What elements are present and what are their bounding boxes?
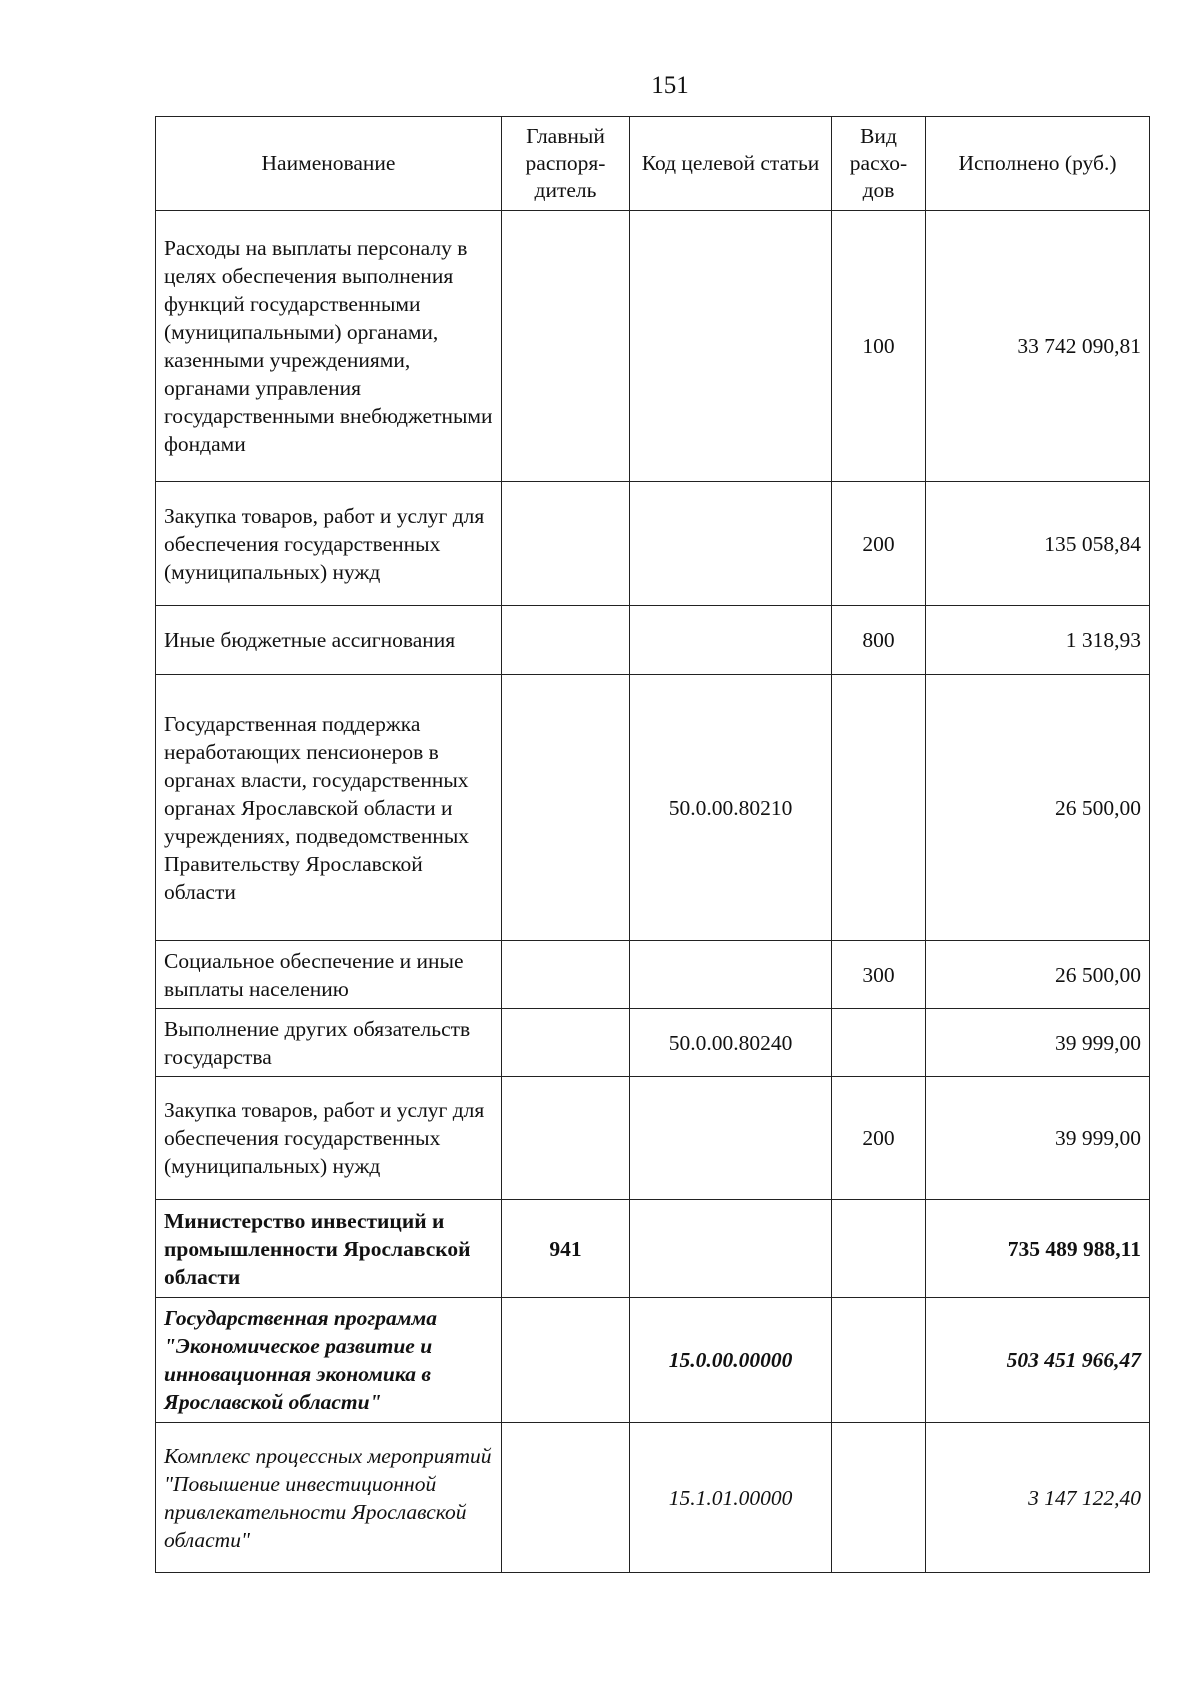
row-type: 300: [832, 941, 926, 1009]
row-chief: [502, 941, 630, 1009]
table-row: [156, 941, 1150, 1009]
row-chief: [502, 606, 630, 675]
row-chief: [502, 482, 630, 606]
row-type: [832, 1298, 926, 1423]
row-amount: 735 489 988,11: [926, 1200, 1150, 1298]
row-code: 50.0.00.80240: [630, 1009, 832, 1077]
row-chief: 941: [502, 1200, 630, 1298]
table-row: [156, 1298, 1150, 1423]
row-name: Министерство инвестиций и промышленности Ярославской области: [156, 1200, 502, 1298]
row-chief: [502, 675, 630, 941]
row-amount: 3 147 122,40: [926, 1423, 1150, 1573]
header-expense-type: Вид расхо-дов: [832, 117, 926, 211]
row-type: 200: [832, 1077, 926, 1200]
row-code: 50.0.00.80210: [630, 675, 832, 941]
row-type: [832, 1200, 926, 1298]
row-name: Комплекс процессных мероприятий "Повышение инвестиционной привлекательности Ярославской области": [156, 1423, 502, 1573]
row-amount: 26 500,00: [926, 941, 1150, 1009]
row-type: [832, 675, 926, 941]
header-executed: Исполнено (руб.): [926, 117, 1150, 211]
row-name: Расходы на выплаты персоналу в целях обеспечения выполнения функций государственными (муниципальными) органами, казенными учреждениями, органами управления государственными внебюджетными фондами: [156, 211, 502, 482]
row-type: 100: [832, 211, 926, 482]
row-name: Выполнение других обязательств государства: [156, 1009, 502, 1077]
page-number: 151: [651, 72, 689, 99]
table-row: [156, 1077, 1150, 1200]
row-code: [630, 1200, 832, 1298]
table-row: [156, 606, 1150, 675]
row-code: [630, 211, 832, 482]
row-code: [630, 941, 832, 1009]
row-name: Государственная программа "Экономическое развитие и инновационная экономика в Ярославской области": [156, 1298, 502, 1423]
table-row: [156, 1009, 1150, 1077]
row-chief: [502, 1009, 630, 1077]
row-chief: [502, 1077, 630, 1200]
table-row: [156, 482, 1150, 606]
row-amount: 135 058,84: [926, 482, 1150, 606]
header-target-code: Код целевой статьи: [630, 117, 832, 211]
row-name: Закупка товаров, работ и услуг для обеспечения государственных (муниципальных) нужд: [156, 482, 502, 606]
table-header-row: [156, 117, 1150, 211]
row-type: 200: [832, 482, 926, 606]
table-row: [156, 675, 1150, 941]
table-row: [156, 1200, 1150, 1298]
header-chief-manager: Главный распоря-дитель: [502, 117, 630, 211]
table-row: [156, 211, 1150, 482]
row-amount: 1 318,93: [926, 606, 1150, 675]
row-code: 15.1.01.00000: [630, 1423, 832, 1573]
row-type: [832, 1423, 926, 1573]
row-amount: 503 451 966,47: [926, 1298, 1150, 1423]
row-amount: 33 742 090,81: [926, 211, 1150, 482]
header-name: Наименование: [156, 117, 502, 211]
row-amount: 39 999,00: [926, 1009, 1150, 1077]
row-code: [630, 482, 832, 606]
row-code: 15.0.00.00000: [630, 1298, 832, 1423]
row-chief: [502, 211, 630, 482]
row-amount: 39 999,00: [926, 1077, 1150, 1200]
row-name: Социальное обеспечение и иные выплаты населению: [156, 941, 502, 1009]
row-type: 800: [832, 606, 926, 675]
row-chief: [502, 1298, 630, 1423]
row-name: Государственная поддержка неработающих пенсионеров в органах власти, государственных органах Ярославской области и учреждениях, подведомственных Правительству Ярославской области: [156, 675, 502, 941]
row-name: Иные бюджетные ассигнования: [156, 606, 502, 675]
row-chief: [502, 1423, 630, 1573]
row-code: [630, 1077, 832, 1200]
table-row: [156, 1423, 1150, 1573]
row-type: [832, 1009, 926, 1077]
expenditure-table: [155, 116, 1150, 1573]
row-code: [630, 606, 832, 675]
row-name: Закупка товаров, работ и услуг для обеспечения государственных (муниципальных) нужд: [156, 1077, 502, 1200]
row-amount: 26 500,00: [926, 675, 1150, 941]
